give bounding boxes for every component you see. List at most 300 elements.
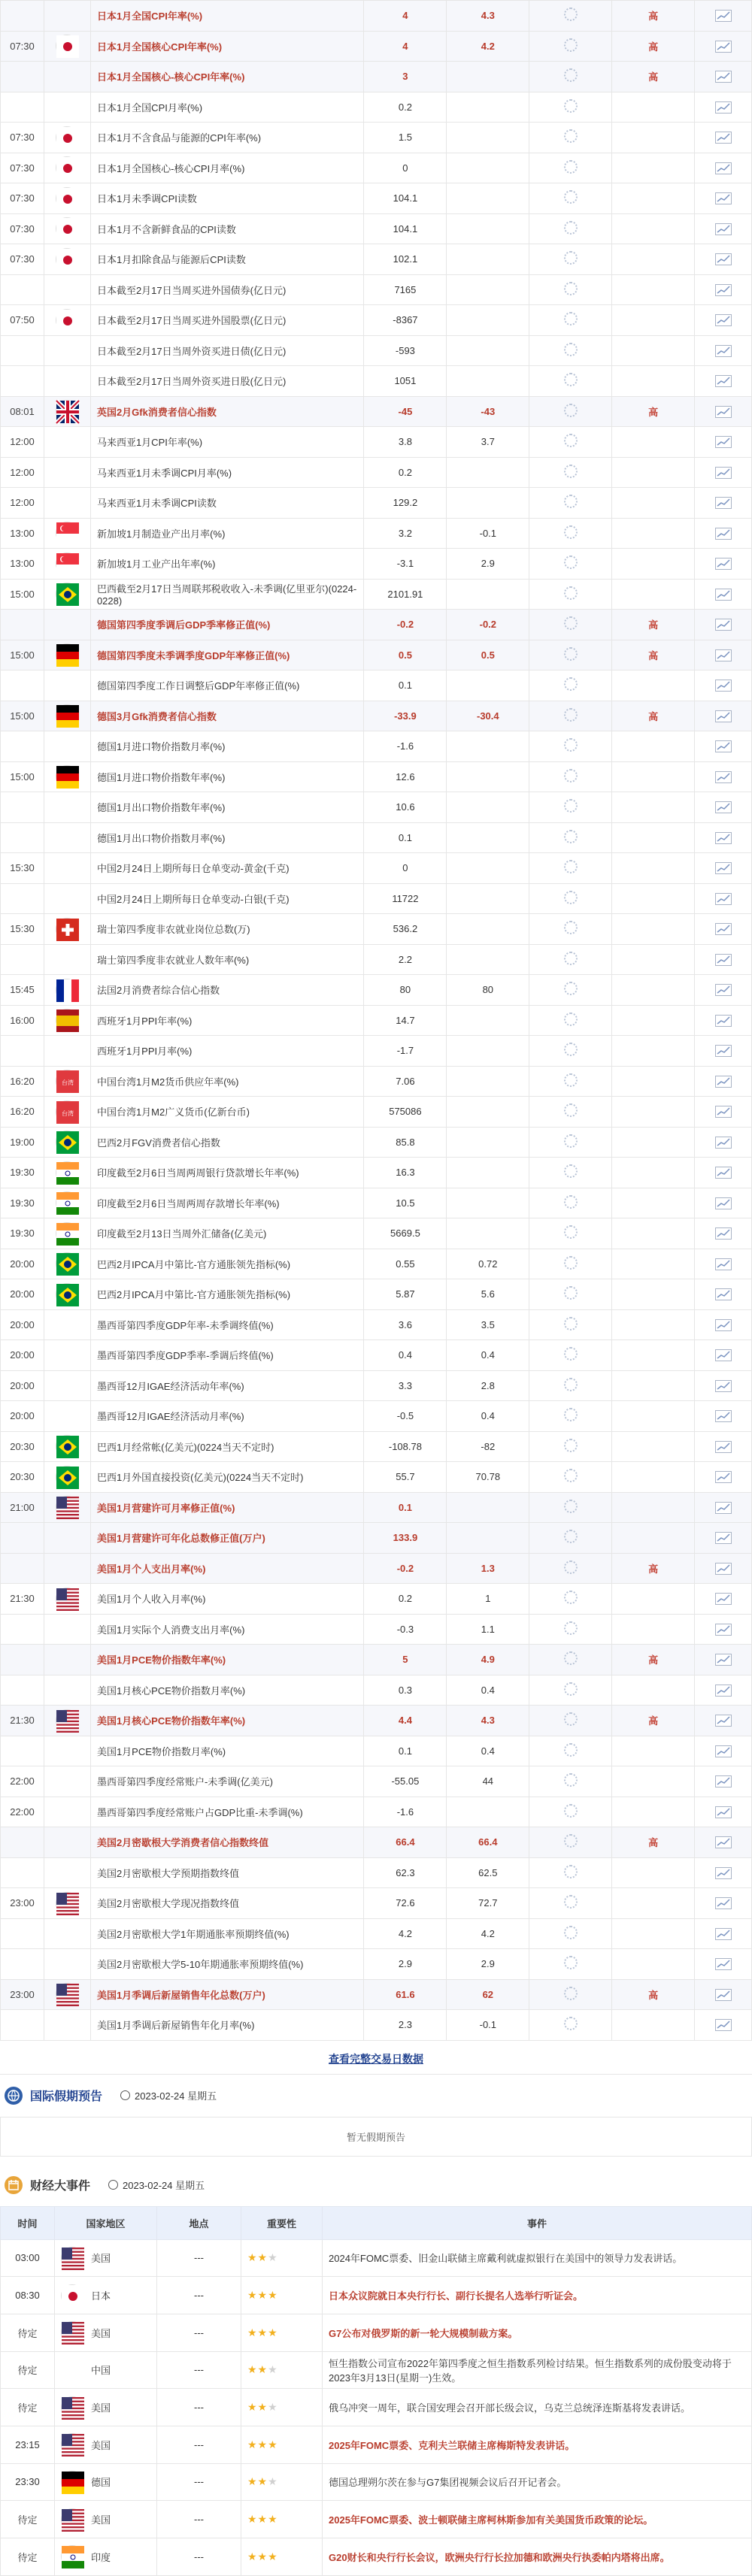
row-importance	[612, 792, 695, 823]
row-time: 19:30	[1, 1218, 44, 1249]
row-chart[interactable]	[695, 1066, 752, 1097]
chart-icon[interactable]	[715, 1775, 732, 1786]
row-chart[interactable]	[695, 396, 752, 427]
row-previous: 129.2	[364, 488, 447, 519]
calendar-row	[1, 62, 752, 92]
chart-icon[interactable]	[715, 588, 732, 599]
row-chart[interactable]	[695, 1188, 752, 1218]
loading-icon	[564, 434, 578, 447]
chart-icon[interactable]	[715, 1806, 732, 1817]
row-chart[interactable]	[695, 1249, 752, 1279]
row-chart[interactable]	[695, 1827, 752, 1858]
chart-icon[interactable]	[715, 1318, 732, 1330]
chart-icon[interactable]	[715, 679, 732, 690]
loading-icon	[564, 1712, 578, 1726]
chart-icon[interactable]	[715, 770, 732, 782]
event-time: 23:15	[1, 2426, 55, 2463]
row-chart[interactable]	[695, 1918, 752, 1949]
row-indicator: 日本截至2月17日当周买进外国股票(亿日元)	[90, 305, 364, 336]
row-chart[interactable]	[695, 335, 752, 366]
row-flag	[44, 213, 90, 244]
row-indicator: 日本1月全国核心-核心CPI年率(%)	[90, 62, 364, 92]
calendar-row	[1, 1036, 752, 1067]
row-importance	[612, 1857, 695, 1888]
row-forecast: -82	[447, 1431, 529, 1462]
loading-icon	[564, 38, 578, 52]
calendar-row	[1, 427, 752, 458]
chart-icon[interactable]	[715, 983, 732, 994]
row-chart[interactable]	[695, 1005, 752, 1036]
row-forecast	[447, 1127, 529, 1158]
chart-icon[interactable]	[715, 405, 732, 416]
row-importance	[612, 1797, 695, 1827]
row-chart[interactable]	[695, 731, 752, 762]
row-flag	[44, 1401, 90, 1432]
row-time	[1, 1675, 44, 1706]
row-importance	[612, 822, 695, 853]
row-importance	[612, 335, 695, 366]
row-chart[interactable]	[695, 853, 752, 884]
row-previous: 3.6	[364, 1309, 447, 1340]
row-forecast	[447, 1036, 529, 1067]
row-previous: 5.87	[364, 1279, 447, 1310]
flag-fr-icon	[56, 979, 78, 1001]
row-indicator: 美国2月密歇根大学1年期通胀率预期终值(%)	[90, 1918, 364, 1949]
row-chart[interactable]	[695, 1492, 752, 1523]
row-chart[interactable]	[695, 1675, 752, 1706]
chart-icon[interactable]	[715, 162, 732, 173]
row-indicator: 德国第四季度工作日调整后GDP年率修正值(%)	[90, 670, 364, 701]
chart-icon[interactable]	[715, 1653, 732, 1664]
row-chart[interactable]	[695, 1736, 752, 1766]
row-chart[interactable]	[695, 610, 752, 640]
row-importance: 高	[612, 701, 695, 731]
row-time: 20:00	[1, 1249, 44, 1279]
chart-icon[interactable]	[715, 70, 732, 81]
row-chart[interactable]	[695, 305, 752, 336]
row-chart[interactable]	[695, 213, 752, 244]
row-time	[1, 1918, 44, 1949]
row-chart[interactable]	[695, 62, 752, 92]
row-chart[interactable]	[695, 153, 752, 183]
calendar-row	[1, 213, 752, 244]
calendar-row	[1, 1370, 752, 1401]
row-time	[1, 2010, 44, 2041]
chart-icon[interactable]	[715, 283, 732, 295]
row-previous: 3.8	[364, 427, 447, 458]
chart-icon[interactable]	[715, 1927, 732, 1939]
event-description: G7公布对俄罗斯的新一轮大规模制裁方案。	[323, 2314, 752, 2351]
chart-icon[interactable]	[715, 1136, 732, 1147]
row-actual	[529, 1857, 612, 1888]
row-flag	[44, 1097, 90, 1128]
row-chart[interactable]	[695, 427, 752, 458]
calendar-row	[1, 31, 752, 62]
row-time: 20:30	[1, 1462, 44, 1493]
row-chart[interactable]	[695, 457, 752, 488]
row-chart[interactable]	[695, 1462, 752, 1493]
chart-icon[interactable]	[715, 2018, 732, 2030]
chart-icon[interactable]	[715, 344, 732, 356]
row-chart[interactable]	[695, 883, 752, 914]
row-chart[interactable]	[695, 366, 752, 397]
loading-icon	[564, 1469, 578, 1482]
row-chart[interactable]	[695, 274, 752, 305]
row-importance	[612, 427, 695, 458]
chart-icon[interactable]	[715, 1623, 732, 1634]
row-forecast: 3.5	[447, 1309, 529, 1340]
chart-icon[interactable]	[715, 1166, 732, 1177]
chart-icon[interactable]	[715, 1684, 732, 1695]
row-flag	[44, 640, 90, 670]
row-chart[interactable]	[695, 183, 752, 214]
row-actual	[529, 731, 612, 762]
row-chart[interactable]	[695, 1127, 752, 1158]
calendar-row	[1, 1706, 752, 1736]
loading-icon	[564, 465, 578, 478]
row-indicator: 巴西1月经常帐(亿美元)(0224当天不定时)	[90, 1431, 364, 1462]
chart-icon[interactable]	[715, 466, 732, 477]
chart-icon[interactable]	[715, 1957, 732, 1969]
event-location: ---	[157, 2277, 241, 2314]
row-importance: 高	[612, 1979, 695, 2010]
row-previous: 4	[364, 1, 447, 32]
row-chart[interactable]	[695, 1279, 752, 1310]
row-importance	[612, 1309, 695, 1340]
row-flag	[44, 62, 90, 92]
chart-icon[interactable]	[715, 1592, 732, 1603]
row-previous: 0.1	[364, 670, 447, 701]
row-chart[interactable]	[695, 1797, 752, 1827]
row-chart[interactable]	[695, 914, 752, 945]
row-indicator: 美国1月核心PCE物价指数月率(%)	[90, 1675, 364, 1706]
row-chart[interactable]	[695, 1431, 752, 1462]
calendar-row	[1, 731, 752, 762]
row-flag	[44, 1158, 90, 1188]
row-chart[interactable]	[695, 1584, 752, 1615]
row-forecast	[447, 1066, 529, 1097]
row-chart[interactable]	[695, 1, 752, 32]
chart-icon[interactable]	[715, 1227, 732, 1238]
row-chart[interactable]	[695, 1645, 752, 1675]
loading-icon	[564, 647, 578, 661]
row-flag	[44, 1949, 90, 1980]
row-flag	[44, 366, 90, 397]
row-chart[interactable]	[695, 1523, 752, 1554]
event-importance	[241, 2277, 323, 2314]
chart-icon[interactable]	[715, 1714, 732, 1725]
country-name: 日本	[91, 2290, 111, 2302]
loading-icon	[564, 160, 578, 174]
row-indicator: 日本截至2月17日当周买进外国债券(亿日元)	[90, 274, 364, 305]
chart-icon[interactable]	[715, 710, 732, 721]
calendar-row	[1, 1066, 752, 1097]
row-forecast: 2.9	[447, 1949, 529, 1980]
loading-icon	[564, 799, 578, 813]
row-previous: -0.5	[364, 1401, 447, 1432]
loading-icon	[564, 2017, 578, 2030]
row-previous: 4.4	[364, 1706, 447, 1736]
row-importance	[612, 305, 695, 336]
loading-icon	[564, 1225, 578, 1239]
flag-jp-icon	[56, 126, 78, 149]
chart-icon[interactable]	[715, 922, 732, 934]
chart-icon[interactable]	[715, 1258, 732, 1269]
loading-icon	[564, 1591, 578, 1604]
row-indicator: 新加坡1月制造业产出月率(%)	[90, 518, 364, 549]
row-actual	[529, 183, 612, 214]
chart-icon[interactable]	[715, 557, 732, 568]
row-importance	[612, 1279, 695, 1310]
row-chart[interactable]	[695, 579, 752, 610]
row-indicator: 日本1月全国CPI月率(%)	[90, 92, 364, 123]
flag-tw-icon	[56, 1070, 78, 1092]
row-time: 23:00	[1, 1888, 44, 1919]
chart-icon[interactable]	[715, 861, 732, 873]
chart-icon[interactable]	[715, 1105, 732, 1116]
row-chart[interactable]	[695, 92, 752, 123]
row-actual	[529, 2010, 612, 2041]
row-chart[interactable]	[695, 244, 752, 275]
flag-sg-icon	[56, 522, 78, 544]
chart-icon[interactable]	[715, 192, 732, 203]
row-importance	[612, 944, 695, 975]
row-chart[interactable]	[695, 1857, 752, 1888]
row-importance	[612, 123, 695, 153]
chart-icon[interactable]	[715, 1745, 732, 1756]
chart-icon[interactable]	[715, 1440, 732, 1451]
row-forecast	[447, 792, 529, 823]
row-forecast	[447, 488, 529, 519]
row-actual	[529, 1736, 612, 1766]
row-importance	[612, 1036, 695, 1067]
row-time: 16:20	[1, 1066, 44, 1097]
chart-icon[interactable]	[715, 1044, 732, 1055]
flag-br-icon	[56, 1283, 78, 1306]
row-chart[interactable]	[695, 761, 752, 792]
row-chart[interactable]	[695, 1340, 752, 1371]
row-chart[interactable]	[695, 1218, 752, 1249]
row-indicator: 巴西2月FGV消费者信心指数	[90, 1127, 364, 1158]
chart-icon[interactable]	[715, 131, 732, 142]
chart-icon[interactable]	[715, 1470, 732, 1482]
chart-icon[interactable]	[715, 40, 732, 51]
calendar-row	[1, 853, 752, 884]
row-time: 19:30	[1, 1188, 44, 1218]
row-chart[interactable]	[695, 1158, 752, 1188]
calendar-row	[1, 1918, 752, 1949]
row-previous: 4	[364, 31, 447, 62]
view-full-data-link[interactable]: 查看完整交易日数据	[329, 2052, 423, 2065]
chart-icon[interactable]	[715, 435, 732, 446]
row-forecast: 0.4	[447, 1736, 529, 1766]
row-chart[interactable]	[695, 1036, 752, 1067]
chart-icon[interactable]	[715, 101, 732, 112]
flag-de-icon	[61, 2471, 83, 2493]
calendar-row	[1, 792, 752, 823]
row-importance	[612, 1614, 695, 1645]
event-row	[1, 2426, 752, 2463]
row-flag	[44, 92, 90, 123]
chart-icon[interactable]	[715, 1988, 732, 1999]
flag-us-icon	[56, 1709, 78, 1732]
chart-icon[interactable]	[715, 618, 732, 629]
row-chart[interactable]	[695, 822, 752, 853]
chart-icon[interactable]	[715, 953, 732, 964]
chart-icon[interactable]	[715, 1836, 732, 1847]
row-chart[interactable]	[695, 701, 752, 731]
chart-icon[interactable]	[715, 1379, 732, 1391]
row-actual	[529, 670, 612, 701]
row-chart[interactable]	[695, 1097, 752, 1128]
row-chart[interactable]	[695, 518, 752, 549]
chart-icon[interactable]	[715, 649, 732, 660]
row-flag	[44, 153, 90, 183]
chart-icon[interactable]	[715, 801, 732, 812]
row-indicator: 德国第四季度季调后GDP季率修正值(%)	[90, 610, 364, 640]
calendar-row	[1, 1188, 752, 1218]
row-importance	[612, 579, 695, 610]
row-importance	[612, 1888, 695, 1919]
event-time: 08:30	[1, 2277, 55, 2314]
chart-icon[interactable]	[715, 740, 732, 751]
chart-icon[interactable]	[715, 1866, 732, 1878]
event-importance	[241, 2538, 323, 2576]
row-chart[interactable]	[695, 1553, 752, 1584]
row-chart[interactable]	[695, 792, 752, 823]
row-importance	[612, 1766, 695, 1797]
row-indicator: 美国1月PCE物价指数月率(%)	[90, 1736, 364, 1766]
chart-icon[interactable]	[715, 892, 732, 904]
loading-icon	[564, 1043, 578, 1056]
row-indicator: 德国第四季度未季调季度GDP年率修正值(%)	[90, 640, 364, 670]
row-chart[interactable]	[695, 2010, 752, 2041]
flag-tw-icon	[56, 1100, 78, 1123]
chart-icon[interactable]	[715, 1014, 732, 1025]
row-time	[1, 1857, 44, 1888]
row-time	[1, 1553, 44, 1584]
loading-icon	[564, 1621, 578, 1635]
chart-icon[interactable]	[715, 1075, 732, 1086]
row-time	[1, 883, 44, 914]
row-indicator: 中国2月24日上期所每日仓单变动-白银(千克)	[90, 883, 364, 914]
clock-icon	[108, 2180, 118, 2190]
row-chart[interactable]	[695, 1706, 752, 1736]
event-location: ---	[157, 2426, 241, 2463]
row-actual	[529, 366, 612, 397]
chart-icon[interactable]	[715, 313, 732, 325]
row-indicator: 日本1月全国核心-核心CPI月率(%)	[90, 153, 364, 183]
chart-icon[interactable]	[715, 1896, 732, 1908]
chart-icon[interactable]	[715, 374, 732, 386]
chart-icon[interactable]	[715, 831, 732, 843]
chart-icon[interactable]	[715, 9, 732, 20]
row-actual	[529, 1127, 612, 1158]
row-previous: 85.8	[364, 1127, 447, 1158]
row-forecast	[447, 335, 529, 366]
row-chart[interactable]	[695, 1949, 752, 1980]
row-previous: 1051	[364, 366, 447, 397]
row-chart[interactable]	[695, 1370, 752, 1401]
row-chart[interactable]	[695, 1401, 752, 1432]
chart-icon[interactable]	[715, 527, 732, 538]
row-forecast: 1.3	[447, 1553, 529, 1584]
row-forecast	[447, 153, 529, 183]
chart-icon[interactable]	[715, 1562, 732, 1573]
row-chart[interactable]	[695, 549, 752, 580]
chart-icon[interactable]	[715, 1288, 732, 1299]
row-chart[interactable]	[695, 944, 752, 975]
row-previous: 0.4	[364, 1340, 447, 1371]
chart-icon[interactable]	[715, 253, 732, 264]
row-time	[1, 822, 44, 853]
row-indicator: 英国2月Gfk消费者信心指数	[90, 396, 364, 427]
calendar-row	[1, 153, 752, 183]
row-chart[interactable]	[695, 670, 752, 701]
row-importance: 高	[612, 62, 695, 92]
row-chart[interactable]	[695, 1888, 752, 1919]
calendar-row	[1, 1553, 752, 1584]
row-actual	[529, 883, 612, 914]
row-chart[interactable]	[695, 488, 752, 519]
chart-icon[interactable]	[715, 496, 732, 507]
chart-icon[interactable]	[715, 1409, 732, 1421]
row-previous: -108.78	[364, 1431, 447, 1462]
row-chart[interactable]	[695, 123, 752, 153]
row-chart[interactable]	[695, 1614, 752, 1645]
flag-jp-icon	[56, 248, 78, 271]
row-importance	[612, 488, 695, 519]
row-chart[interactable]	[695, 31, 752, 62]
loading-icon	[564, 282, 578, 295]
no-holiday-notice: 暂无假期预告	[0, 2117, 752, 2157]
chart-icon[interactable]	[715, 222, 732, 234]
row-forecast	[447, 1005, 529, 1036]
event-description: 日本众议院就日本央行行长、副行长提名人选举行听证会。	[323, 2277, 752, 2314]
row-forecast: 0.4	[447, 1675, 529, 1706]
chart-icon[interactable]	[715, 1531, 732, 1542]
row-chart[interactable]	[695, 975, 752, 1006]
chart-icon[interactable]	[715, 1349, 732, 1360]
calendar-row	[1, 1827, 752, 1858]
row-flag	[44, 518, 90, 549]
row-chart[interactable]	[695, 640, 752, 670]
chart-icon[interactable]	[715, 1501, 732, 1512]
row-indicator: 美国2月密歇根大学5-10年期通胀率预期终值(%)	[90, 1949, 364, 1980]
row-chart[interactable]	[695, 1309, 752, 1340]
row-flag	[44, 396, 90, 427]
row-time	[1, 610, 44, 640]
flag-us-icon	[56, 1588, 78, 1610]
row-flag	[44, 701, 90, 731]
row-previous: -45	[364, 396, 447, 427]
row-flag	[44, 1766, 90, 1797]
row-actual	[529, 518, 612, 549]
row-flag	[44, 1309, 90, 1340]
row-chart[interactable]	[695, 1979, 752, 2010]
row-actual	[529, 1614, 612, 1645]
row-time: 20:00	[1, 1401, 44, 1432]
importance-stars-icon: ★★★	[247, 2475, 278, 2488]
flag-br-icon	[56, 1252, 78, 1275]
row-importance	[612, 1188, 695, 1218]
row-chart[interactable]	[695, 1766, 752, 1797]
chart-icon[interactable]	[715, 1197, 732, 1208]
events-header	[0, 2164, 752, 2206]
calendar-row	[1, 1979, 752, 2010]
flag-in-icon	[56, 1191, 78, 1214]
row-forecast: 1.1	[447, 1614, 529, 1645]
